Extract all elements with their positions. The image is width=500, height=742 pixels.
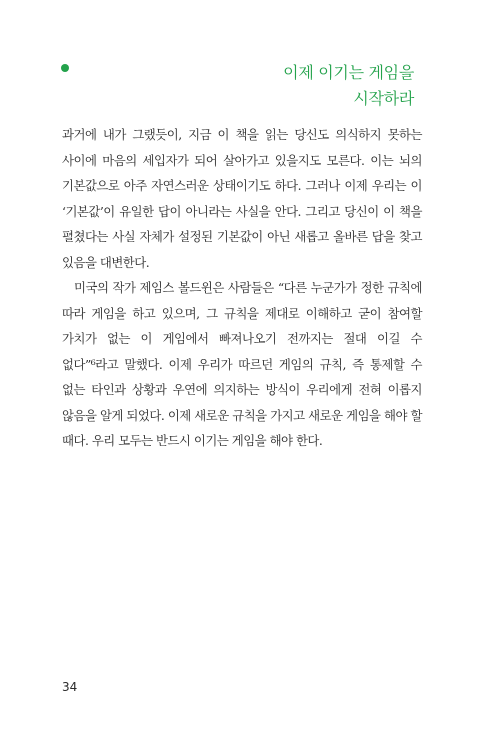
body-text bbox=[62, 122, 422, 454]
paragraph-2: 미국의 작가 제임스 볼드윈은 사람들은 “다른 누군가가 정한 규칙에 따라 게임을 하고 있으며, 그 규칙을 제대로 이해하고 굳이 참여할 가치가 없는 이 게임에서 빠져나오기 전까지는 절대 이길 수 없다”⁶라고 말했다. 이제 우리가 따르던 게임의 규칙, 즉 통제할 수 없는 타인과 상황과 우연에 의지하는 방식이 우리에게 전혀 이롭지 않음을 알게 되었다. 이제 새로운 규칙을 가지고 새로운 게임을 해야 할 때다. 우리 모두는 반드시 이기는 게임을 해야 한다. bbox=[62, 280, 422, 448]
section-heading-line-1: 이제 이기는 게임을 bbox=[283, 63, 414, 82]
section-heading bbox=[283, 60, 414, 112]
paragraph-1: 과거에 내가 그랬듯이, 지금 이 책을 읽는 당신도 의식하지 못하는 사이에 마음의 세입자가 되어 살아가고 있을지도 모른다. 이는 뇌의 기본값으로 아주 자연스러운 상태이기도 하다. 그러나 이제 우리는 이 ‘기본값’이 유일한 답이 아니라는 사실을 안다. 그리고 당신이 이 책을 펼쳤다는 사실 자체가 설정된 기본값이 아닌 새롭고 올바른 답을 찾고 있음을 대변한다. bbox=[62, 127, 422, 270]
section-heading-line-2: 시작하라 bbox=[353, 89, 414, 108]
page-number: 34 bbox=[62, 680, 78, 694]
green-bullet-icon bbox=[61, 64, 69, 72]
